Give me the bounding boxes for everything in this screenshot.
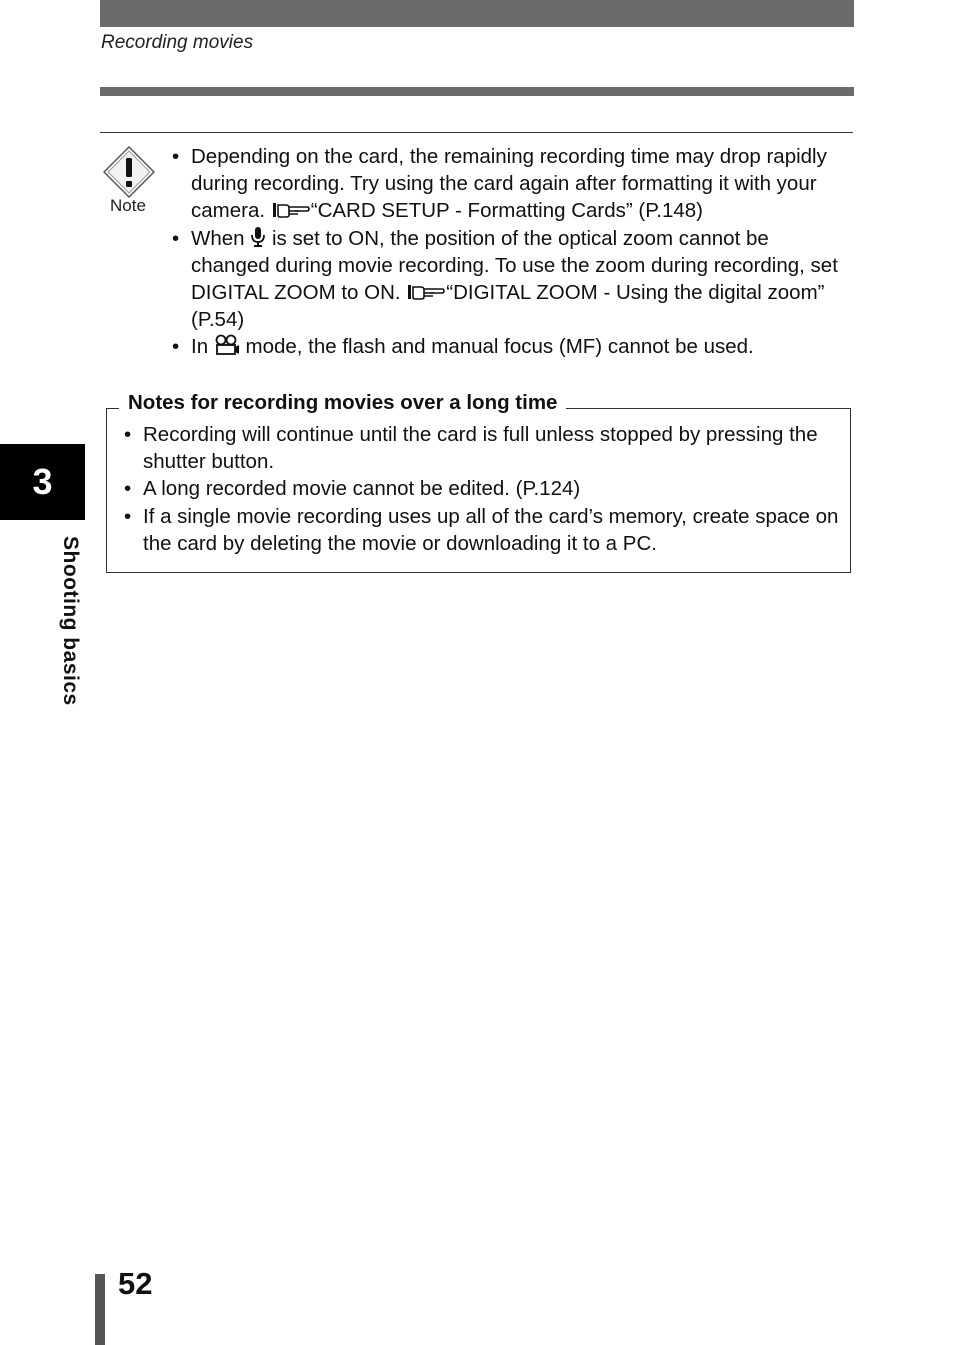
note-divider [100, 132, 853, 133]
reference-pointer-icon [271, 200, 311, 220]
note-text: “DIGITAL ZOOM - Using the digital zoom” (P.54) [191, 281, 825, 332]
chapter-tab: 3 [0, 444, 85, 520]
list-item-text: If a single movie recording uses up all of the card’s memory, create space on the card by deleting the movie or downloading it to a PC. [143, 504, 839, 555]
note-list [172, 143, 853, 361]
header-bar [100, 0, 854, 27]
page-number: 52 [118, 1266, 153, 1301]
bullet-dot: • [172, 145, 180, 168]
bullet-dot: • [124, 504, 132, 528]
note-text: is set to ON, the position of the optical zoom cannot be changed during movie recording. To use the zoom during recording, set DIGITAL ZOOM to ON. [191, 226, 838, 305]
note-text: When [191, 226, 251, 250]
list-item [124, 421, 843, 475]
note-text: In [191, 335, 214, 359]
list-item [124, 503, 843, 557]
bullet-dot: • [172, 226, 180, 250]
exclamation-diamond-icon [103, 146, 155, 198]
list-item [172, 143, 853, 225]
reference-pointer-icon [406, 282, 446, 302]
chapter-title: Shooting basics [59, 536, 82, 706]
list-item [172, 333, 853, 360]
bullet-dot: • [124, 423, 132, 446]
bullet-dot: • [172, 335, 180, 359]
note-text: Depending on the card, the remaining recording time may drop rapidly during recording. Try using the card again after formatting it with your camera. [191, 145, 827, 223]
note-text: mode, the flash and manual focus (MF) cannot be used. [239, 335, 754, 359]
header-rule [100, 87, 854, 96]
movie-camera-icon [214, 334, 240, 356]
microphone-icon [250, 226, 266, 248]
list-item [172, 225, 853, 334]
page-number-bar [95, 1274, 105, 1345]
list-item [124, 475, 843, 502]
running-head: Recording movies [101, 32, 254, 53]
list-item-text: Recording will continue until the card is full unless stopped by pressing the shutter button. [143, 423, 818, 474]
note-label: Note [110, 196, 146, 215]
bullet-dot: • [124, 477, 132, 501]
long-time-notes-list [124, 421, 843, 557]
list-item-text: A long recorded movie cannot be edited. (P.124) [143, 477, 581, 501]
long-time-notes-title: Notes for recording movies over a long time [119, 391, 566, 415]
note-text: “CARD SETUP - Formatting Cards” (P.148) [310, 199, 704, 223]
